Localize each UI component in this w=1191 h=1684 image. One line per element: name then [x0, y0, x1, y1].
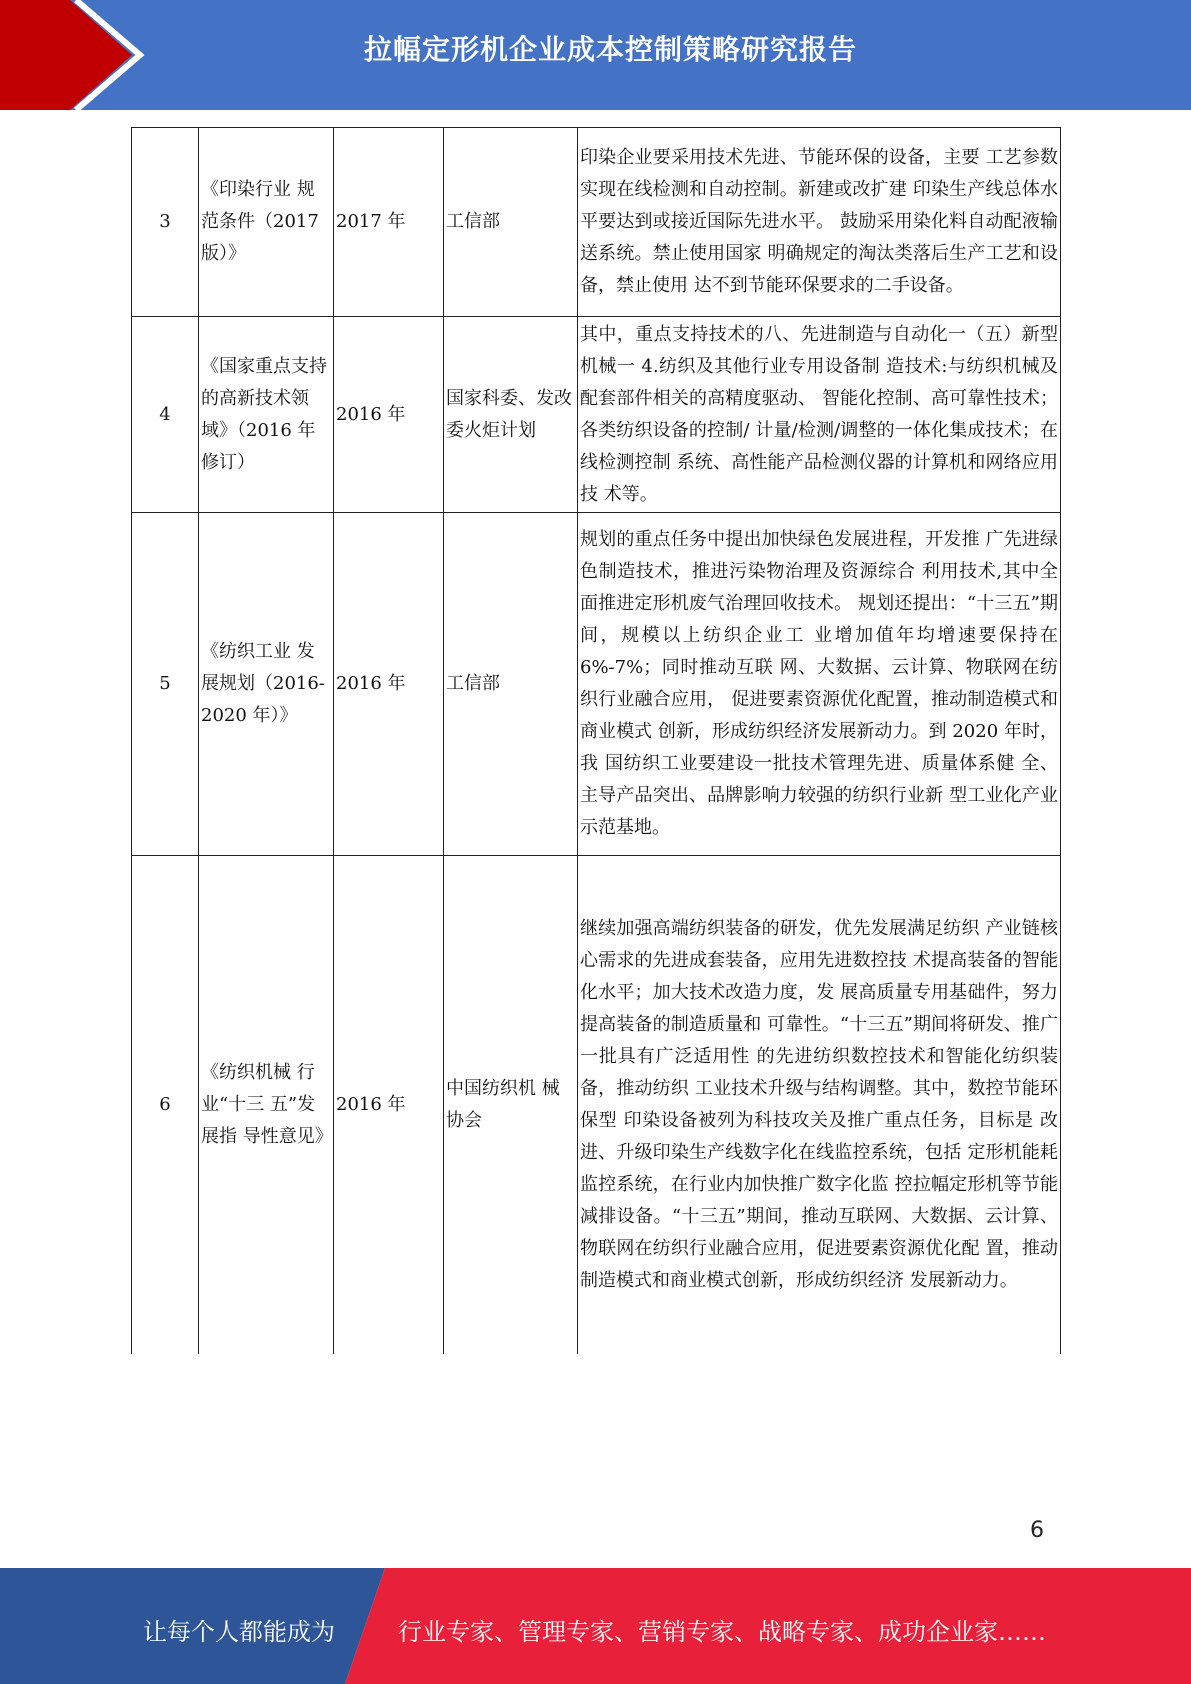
policy-department: 工信部 [444, 128, 578, 317]
table-row [132, 513, 1061, 856]
policy-content: 其中，重点支持技术的八、先进制造与自动化一（五）新型机械一 4.纺织及其他行业专用设备制 造技术:与纺织机械及配套部件相关的高精度驱动、 智能化控制、高可靠性技术；各类纺织设备的控制/ 计量/检测/调整的一体化集成技术；在线检测控制 系统、高性能产品检测仪器的计算机和网络应用技 术等。 [578, 317, 1061, 513]
row-number: 6 [132, 856, 199, 1354]
row-number: 4 [132, 317, 199, 513]
table-row [132, 128, 1061, 317]
footer-slogan-left: 让每个人都能成为 [143, 1618, 335, 1646]
policy-content: 继续加强高端纺织装备的研发，优先发展满足纺织 产业链核心需求的先进成套装备，应用先进数控技 术提高装备的智能化水平；加大技术改造力度，发 展高质量专用基础件，努力提高装备的制造质量和 可靠性。“十三五”期间将研发、推广一批具有广泛适用性 的先进纺织数控技术和智能化纺织装备，推动纺织 工业技术升级与结构调整。其中，数控节能环保型 印染设备被列为科技攻关及推广重点任务，目标是 改进、升级印染生产线数字化在线监控系统，包括 定形机能耗监控系统，在行业内加快推广数字化监 控拉幅定形机等节能减排设备。“十三五”期间，推动互联网、大数据、云计算、 物联网在纺织行业融合应用，促进要素资源优化配 置，推动制造模式和商业模式创新，形成纺织经济 发展新动力。 [578, 856, 1061, 1354]
footer-slogan-right: 行业专家、管理专家、营销专家、战略专家、成功企业家…… [398, 1618, 1046, 1646]
row-number: 3 [132, 128, 199, 317]
policy-year: 2016 年 [334, 513, 444, 856]
policy-department: 工信部 [444, 513, 578, 856]
policy-name: 《纺织工业 发展规划（2016-2020 年）》 [199, 513, 334, 856]
page-number: 6 [1030, 1518, 1044, 1543]
report-title: 拉幅定形机企业成本控制策略研究报告 [363, 33, 857, 66]
policy-name: 《纺织机械 行业“十三 五”发展指 导性意见》 [199, 856, 334, 1354]
policy-year: 2017 年 [334, 128, 444, 317]
policy-department: 中国纺织机 械协会 [444, 856, 578, 1354]
policy-name: 《国家重点支持的高新技术领域》（2016 年修订） [199, 317, 334, 513]
policy-name: 《印染行业 规范条件（2017 版）》 [199, 128, 334, 317]
policy-department: 国家科委、发改委火炬计划 [444, 317, 578, 513]
policy-year: 2016 年 [334, 317, 444, 513]
policy-year: 2016 年 [334, 856, 444, 1354]
policy-content: 规划的重点任务中提出加快绿色发展进程，开发推 广先进绿色制造技术，推进污染物治理及资源综合 利用技术,其中全面推进定形机废气治理回收技术。 规划还提出：“十三五”期间，规模以上纺织企业工 业增加值年均增速要保持在 6%-7%；同时推动互联 网、大数据、云计算、物联网在纺织行业融合应用， 促进要素资源优化配置，推动制造模式和商业模式 创新，形成纺织经济发展新动力。到 2020 年时，我 国纺织工业要建设一批技术管理先进、质量体系健 全、主导产品突出、品牌影响力较强的纺织行业新 型工业化产业示范基地。 [578, 513, 1061, 856]
policy-content: 印染企业要采用技术先进、节能环保的设备，主要 工艺参数实现在线检测和自动控制。新建或改扩建 印染生产线总体水平要达到或接近国际先进水平。 鼓励采用染化料自动配液输送系统。禁止使用国家 明确规定的淘汰类落后生产工艺和设备，禁止使用 达不到节能环保要求的二手设备。 [578, 128, 1061, 317]
table-row [132, 856, 1061, 1354]
table-row [132, 317, 1061, 513]
policy-table [131, 127, 1061, 1354]
row-number: 5 [132, 513, 199, 856]
